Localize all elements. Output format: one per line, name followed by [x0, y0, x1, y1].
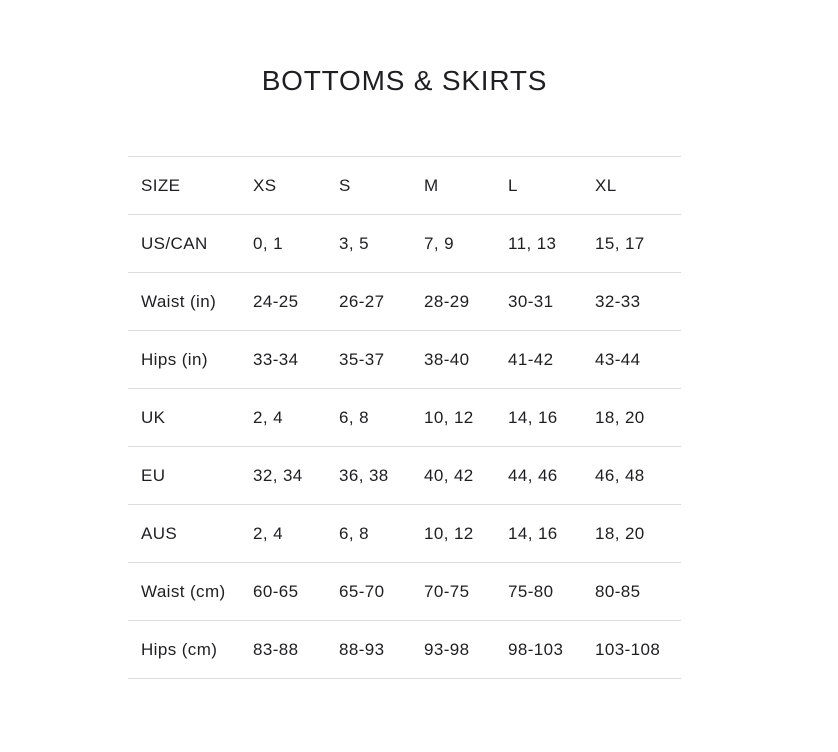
- table-row-eu: [128, 447, 681, 505]
- column-header-xl: XL: [595, 175, 617, 195]
- table-row-aus: [128, 505, 681, 563]
- size-cell: 98-103: [508, 639, 564, 659]
- size-cell: 6, 8: [339, 523, 369, 543]
- size-cell: 15, 17: [595, 233, 645, 253]
- page: [0, 64, 838, 752]
- size-cell: 18, 20: [595, 407, 645, 427]
- size-cell: 24-25: [253, 291, 299, 311]
- size-cell: 35-37: [339, 349, 385, 369]
- size-cell: 10, 12: [424, 407, 474, 427]
- column-header-m: M: [424, 175, 439, 195]
- size-cell: 2, 4: [253, 523, 283, 543]
- size-cell: 30-31: [508, 291, 554, 311]
- size-guide-section: [128, 64, 681, 679]
- size-cell: 44, 46: [508, 465, 558, 485]
- header-row: [128, 157, 681, 215]
- size-cell: 40, 42: [424, 465, 474, 485]
- size-cell: 83-88: [253, 639, 299, 659]
- column-header-s: S: [339, 175, 351, 195]
- size-cell: 33-34: [253, 349, 299, 369]
- size-cell: 46, 48: [595, 465, 645, 485]
- table-row-hips-in: [128, 331, 681, 389]
- page-title: BOTTOMS & SKIRTS: [261, 65, 548, 96]
- table-row-uk: [128, 389, 681, 447]
- size-cell: 43-44: [595, 349, 641, 369]
- row-label-eu: EU: [141, 465, 166, 485]
- row-label-uk: UK: [141, 407, 166, 427]
- size-cell: 32-33: [595, 291, 641, 311]
- size-chart-table: [128, 156, 681, 679]
- size-cell: 3, 5: [339, 233, 369, 253]
- row-label-hips-cm: Hips (cm): [141, 639, 218, 659]
- row-label-hips-in: Hips (in): [141, 349, 208, 369]
- size-cell: 18, 20: [595, 523, 645, 543]
- size-cell: 14, 16: [508, 407, 558, 427]
- table-row-us-can: [128, 215, 681, 273]
- column-header-size: SIZE: [141, 175, 181, 195]
- size-cell: 0, 1: [253, 233, 283, 253]
- size-cell: 65-70: [339, 581, 385, 601]
- size-cell: 7, 9: [424, 233, 454, 253]
- column-header-xs: XS: [253, 175, 277, 195]
- size-cell: 6, 8: [339, 407, 369, 427]
- row-label-aus: AUS: [141, 523, 178, 543]
- column-header-l: L: [508, 175, 518, 195]
- size-cell: 75-80: [508, 581, 554, 601]
- size-cell: 28-29: [424, 291, 470, 311]
- row-label-us-can: US/CAN: [141, 233, 208, 253]
- size-cell: 41-42: [508, 349, 554, 369]
- size-cell: 32, 34: [253, 465, 303, 485]
- size-cell: 10, 12: [424, 523, 474, 543]
- size-cell: 70-75: [424, 581, 470, 601]
- row-label-waist-in: Waist (in): [141, 291, 217, 311]
- table-row-hips-cm: [128, 621, 681, 679]
- size-cell: 11, 13: [508, 233, 557, 253]
- size-cell: 14, 16: [508, 523, 558, 543]
- row-label-waist-cm: Waist (cm): [141, 581, 226, 601]
- size-cell: 2, 4: [253, 407, 283, 427]
- size-cell: 36, 38: [339, 465, 389, 485]
- size-cell: 26-27: [339, 291, 385, 311]
- table-row-waist-cm: [128, 563, 681, 621]
- size-cell: 80-85: [595, 581, 641, 601]
- size-cell: 38-40: [424, 349, 470, 369]
- table-row-waist-in: [128, 273, 681, 331]
- size-cell: 93-98: [424, 639, 470, 659]
- size-cell: 88-93: [339, 639, 385, 659]
- size-cell: 103-108: [595, 639, 661, 659]
- size-cell: 60-65: [253, 581, 299, 601]
